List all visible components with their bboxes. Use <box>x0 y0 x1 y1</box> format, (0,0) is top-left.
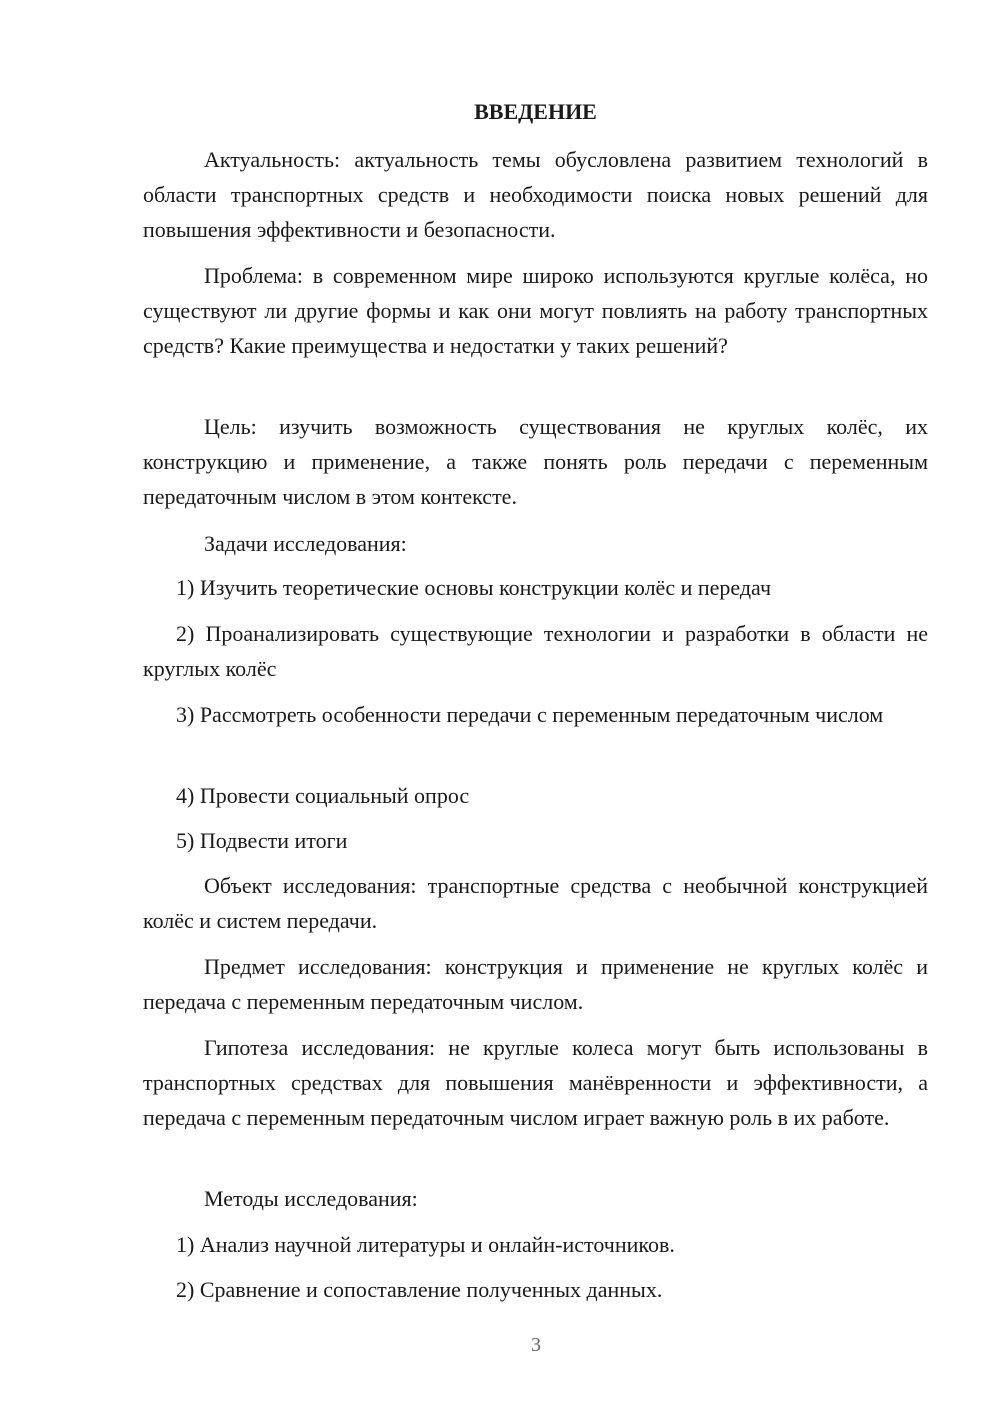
paragraph-object: Объект исследования: транспортные средства с необычной конструкцией колёс и систем передачи. <box>143 873 928 933</box>
paragraph-subject: Предмет исследования: конструкция и применение не круглых колёс и передача с переменным передаточным числом. <box>143 954 928 1014</box>
list-item-task-1: 1) Изучить теоретические основы конструкции колёс и передач <box>176 575 772 600</box>
paragraph-tasks-heading: Задачи исследования: <box>204 531 407 556</box>
paragraph-goal: Цель: изучить возможность существования не круглых колёс, их конструкцию и применение, а также понять роль передачи с переменным передаточным числом в этом контексте. <box>143 414 928 509</box>
page-title: ВВЕДЕНИЕ <box>474 99 597 124</box>
list-item-method-1: 1) Анализ научной литературы и онлайн-источников. <box>176 1232 675 1257</box>
page-number: 3 <box>531 1334 541 1356</box>
list-item-task-2: 2) Проанализировать существующие технологии и разработки в области не круглых колёс <box>143 621 928 681</box>
paragraph-relevance: Актуальность: актуальность темы обусловлена развитием технологий в области транспортных средств и необходимости поиска новых решений для повышения эффективности и безопасности. <box>143 147 928 242</box>
paragraph-hypothesis: Гипотеза исследования: не круглые колеса могут быть использованы в транспортных средствах для повышения манёвренности и эффективности, а передача с переменным передаточным числом играет важную роль в их работе. <box>143 1035 928 1130</box>
list-item-task-5: 5) Подвести итоги <box>176 828 348 853</box>
list-item-task-3: 3) Рассмотреть особенности передачи с переменным передаточным числом <box>176 702 884 727</box>
list-item-task-4: 4) Провести социальный опрос <box>176 783 470 808</box>
paragraph-methods-heading: Методы исследования: <box>204 1186 418 1211</box>
paragraph-problem: Проблема: в современном мире широко используются круглые колёса, но существуют ли другие формы и как они могут повлиять на работу транспортных средств? Какие преимущества и недостатки у таких решений? <box>143 263 928 358</box>
list-item-method-2: 2) Сравнение и сопоставление полученных данных. <box>176 1277 663 1302</box>
